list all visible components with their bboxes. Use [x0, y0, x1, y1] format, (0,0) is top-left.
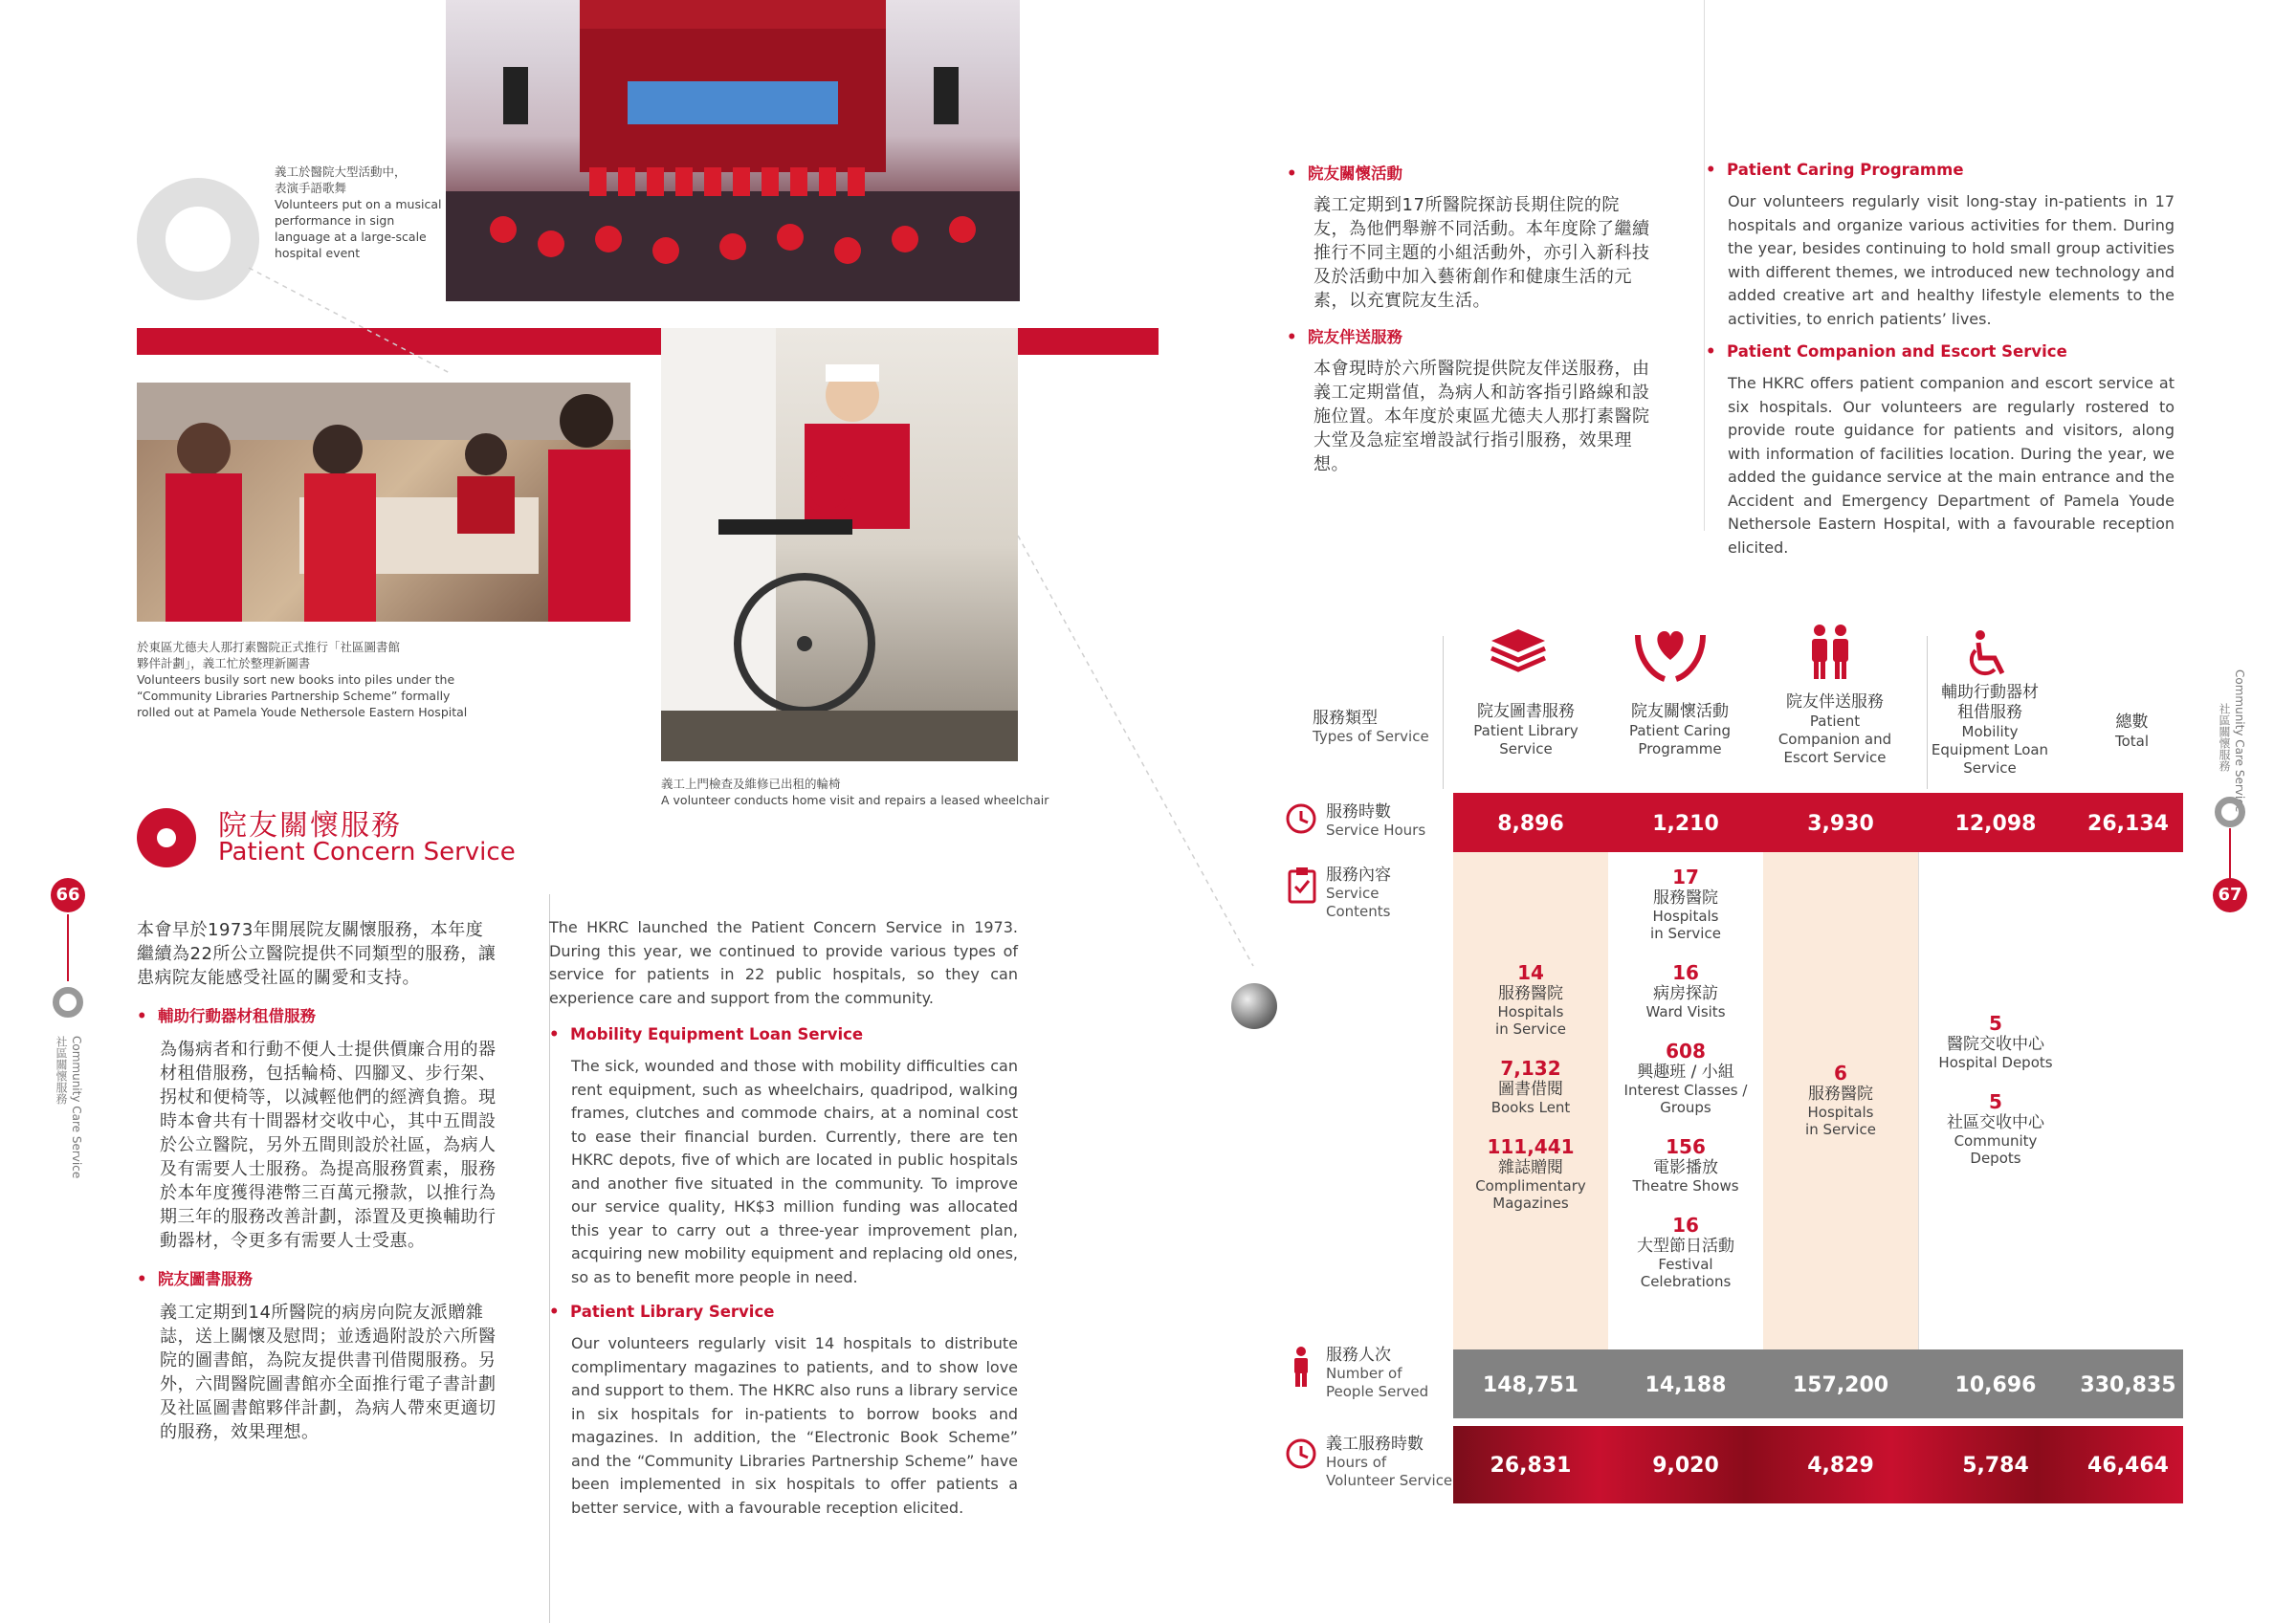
s4-body-en: The HKRC offers patient companion and escort service at six hospitals. Our volunteers are regularly rostered to provide route guidance for patients and visitors, along with information of facilities location. During the year, we added the guidance service at the main entrance and the Accident and Emergency Department of Pamela Youde Nethersole Eastern Hospital, with a favourable reception elicited. [1728, 374, 2175, 557]
side-label-left-en: Community Care Service [70, 1036, 83, 1179]
side-label-left-zh: 社區關懷服務 [55, 1036, 68, 1105]
wheelchair-icon [1966, 629, 2014, 679]
volunteer-hours-library: 26,831 [1490, 1454, 1572, 1478]
volunteer-hours-mobility: 5,784 [1962, 1454, 2029, 1478]
section-title-zh: 院友關懷服務 [218, 809, 402, 843]
side-label-right-zh: 社區關懷服務 [2218, 703, 2231, 772]
clipboard-icon [1287, 866, 1317, 904]
people-icon [1807, 624, 1853, 681]
people-served-library: 148,751 [1482, 1373, 1579, 1397]
right-en-column: • Patient Caring Programme Our volunteers regularly visit long-stay in-patients in 17 hospitals and organize various activities for them. During the year, besides continuing to hold small group activities with different themes, we introduced new technology and added creative art and healthy lifestyle elements to the activities, to enrich patients’ lives. • Patient Companion and Escort Service The HKRC offers patient companion and escort service at six hospitals. Our volunteers are regularly rostered to provide route guidance for patients and visitors, along with information of facilities location. During the year, we added the guidance service at the main entrance and the Accident and Emergency Department of Pamela Youde Nethersole Eastern Hospital, with a favourable reception elicited. [1706, 161, 2175, 559]
s4-body-zh: 本會現時於六所醫院提供院友伴送服務，由義工定期當值，為病人和訪客指引路線和設施位置。本年度於東區尤德夫人那打素醫院大堂及急症室增設試行指引服務，效果理想。 [1314, 359, 1650, 474]
s4-title-zh: 院友伴送服務 [1308, 328, 1403, 346]
types-of-service-label: 服務類型 Types of Service [1313, 709, 1429, 745]
page-number-left: 66 [51, 878, 85, 912]
s1-title-en: Mobility Equipment Loan Service [570, 1025, 864, 1043]
s1-body-en: The sick, wounded and those with mobility difficulties can rent equipment, such as wheelchairs, quadripod, walking frames, clutches and commode chairs, at a nominal cost to ease their financial burden. Currently, there are ten HKRC depots, five of which are located in public hospitals and another five situated in the community. To improve our service quality, HK$3 million funding was allocated this year to carry out a three-year improvement plan, acquiring new mobility equipment and replacing old ones, so as to benefit more people in need. [571, 1057, 1018, 1286]
right-zh-column: • 院友關懷活動 義工定期到17所醫院探訪長期住院的院友，為他們舉辦不同活動。本年度除了繼續推行不同主題的小組活動外，亦引入新科技及於活動中加入藝術創作和健康生活的元素，以充實院友生活。 • 院友伴送服務 本會現時於六所醫院提供院友伴送服務，由義工定期當值，為病人和訪客指引路線和設施位置。本年度於東區尤德夫人那打素醫院大堂及急症室增設試行指引服務，效果理想。 [1287, 164, 1650, 474]
s2-body-en: Our volunteers regularly visit 14 hospitals to distribute complimentary magazines to patients, and to show love and support to them. The HKRC also runs a library service in six hospitals for in-patients to borrow books and magazines. In addition, the “Electronic Book Scheme” and the “Community Libraries Partnership Scheme” have been implemented in six hospitals to offer patients a better service, with a favourable reception elicited. [571, 1334, 1018, 1517]
s3-body-zh: 義工定期到17所醫院探訪長期住院的院友，為他們舉辦不同活動。本年度除了繼續推行不同主題的小組活動外，亦引入新科技及於活動中加入藝術創作和健康生活的元素，以充實院友生活。 [1314, 195, 1650, 311]
library-contents: 14 服務醫院 Hospitals in Service 7,132 圖書借閱 Books Lent 111,441 雜誌贈閱 Complimentary Magazines [1475, 961, 1586, 1212]
col-header-caring: 院友關懷活動 Patient Caring Programme [1628, 702, 1732, 757]
service-hours-mobility: 12,098 [1954, 812, 2037, 836]
books-icon [1488, 624, 1549, 677]
s1-title-zh: 輔助行動器材租借服務 [158, 1007, 317, 1025]
col-header-library: 院友圖書服務 Patient Library Service [1473, 702, 1578, 757]
service-hours-caring: 1,210 [1652, 812, 1719, 836]
left-en-column: The HKRC launched the Patient Concern Service in 1973. During this year, we continued to provide various types of service for patients in 22 public hospitals, so they can experience care and support from the community. • Mobility Equipment Loan Service The sick, wounded and those with mobility difficulties can rent equipment, such as wheelchairs, quadripod, walking frames, clutches and commode chairs, at a nominal cost to ease their financial burden. Currently, there are ten HKRC depots, five of which are located in public hospitals and another five situated in the community. To improve our service quality, HK$3 million funding was allocated this year to carry out a three-year improvement plan, acquiring new mobility equipment and replacing old ones, so as to benefit more people in need. • Patient Library Service Our volunteers regularly visit 14 hospitals to distribute complimentary magazines to patients, and to show love and support to them. The HKRC also runs a library service in six hospitals for in-patients to borrow books and magazines. In addition, the “Electronic Book Scheme” and the “Community Libraries Partnership Scheme” have been implemented in six hospitals to offer patients a better service, with a favourable reception elicited. [549, 916, 1018, 1520]
books-caption: 於東區尤德夫人那打素醫院正式推行「社區圖書館 夥伴計劃」，義工忙於整理新圖書 Volunteers busily sort new books into piles under the “Community Libraries Partnership Scheme” formally rolled out at Pamela Youde Nethersole Eastern Hospital [137, 640, 468, 719]
service-hours-escort: 3,930 [1807, 812, 1874, 836]
person-icon [1292, 1347, 1311, 1387]
page-number-right: 67 [2213, 878, 2247, 912]
volunteer-hours-label: 義工服務時數 Hours of Volunteer Service [1326, 1435, 1453, 1489]
volunteer-hours-total: 46,464 [2087, 1454, 2169, 1478]
caring-contents: 17 服務醫院 Hospitals in Service 16 病房探訪 Ward Visits 608 興趣班 / 小組 Interest Classes / Groups 156 電影播放 Theatre Shows 16 大型節日活動 Festival Celebrations [1623, 866, 1748, 1290]
people-served-mobility: 10,696 [1954, 1373, 2037, 1397]
s2-title-en: Patient Library Service [570, 1303, 775, 1321]
escort-contents: 6 服務醫院 Hospitals in Service [1805, 1062, 1876, 1138]
col-header-mobility: 輔助行動器材 租借服務 Mobility Equipment Loan Service [1931, 683, 2049, 777]
left-zh-column: 本會早於1973年開展院友關懷服務，本年度繼續為22所公立醫院提供不同類型的服務，讓患病院友能感受社區的關愛和支持。 • 輔助行動器材租借服務 為傷病者和行動不便人士提供價廉合用的器材租借服務，包括輪椅、四腳叉、步行架、拐杖和便椅等，以減輕他們的經濟負擔。現時本會共有十間器材交收中心，其中五間設於公立醫院，另外五間則設於社區，為病人及有需要人士服務。為提高服務質素，服務於本年度獲得港幣三百萬元撥款，以推行為期三年的服務改善計劃，添置及更換輔助行動器材，令更多有需要人士受惠。 • 院友圖書服務 義工定期到14所醫院的病房向院友派贈雜誌，送上關懷及慰問；並透過附設於六所醫院的圖書館，為院友提供書刊借閱服務。另外，六間醫院圖書館亦全面推行電子書計劃及社區圖書館夥伴計劃，為病人帶來更適切的服務，效果理想。 [137, 920, 497, 1442]
people-served-label: 服務人次 Number of People Served [1326, 1346, 1429, 1400]
section-title-en: Patient Concern Service [218, 838, 516, 866]
col-header-total: 總數 Total [2114, 713, 2150, 750]
s1-body-zh: 為傷病者和行動不便人士提供價廉合用的器材租借服務，包括輪椅、四腳叉、步行架、拐杖和便椅等，以減輕他們的經濟負擔。現時本會共有十間器材交收中心，其中五間設於公立醫院，另外五間則設於社區，為病人及有需要人士服務。為提高服務質素，服務於本年度獲得港幣三百萬元撥款，以推行為期三年的服務改善計劃，添置及更換輔助行動器材，令更多有需要人士受惠。 [160, 1040, 497, 1251]
wheelchair-caption: 義工上門檢查及維修已出租的輪椅 A volunteer conducts home visit and repairs a leased wheelchair [661, 777, 1049, 807]
s3-title-zh: 院友關懷活動 [1308, 164, 1403, 183]
service-hours-label: 服務時數 Service Hours [1326, 802, 1426, 839]
mobility-contents: 5 醫院交收中心 Hospital Depots 5 社區交收中心 Community Depots [1938, 1012, 2053, 1167]
service-contents-label: 服務內容 Service Contents [1326, 866, 1391, 920]
stage-caption: 義工於醫院大型活動中， 表演手語歌舞 Volunteers put on a musical performance in sign language at a large-scale hospital event [275, 164, 442, 260]
s2-body-zh: 義工定期到14所醫院的病房向院友派贈雜誌，送上關懷及慰問；並透過附設於六所醫院的圖書館，為院友提供書刊借閱服務。另外，六間醫院圖書館亦全面推行電子書計劃及社區圖書館夥伴計劃，為病人帶來更適切的服務，效果理想。 [160, 1303, 497, 1442]
side-label-right-en: Community Care Service [2233, 669, 2246, 813]
service-hours-library: 8,896 [1497, 812, 1564, 836]
clock-icon [1285, 802, 1317, 835]
volunteer-clock-icon [1285, 1437, 1317, 1470]
col-header-escort: 院友伴送服務 Patient Companion and Escort Service [1777, 692, 1892, 766]
service-hours-total: 26,134 [2087, 812, 2169, 836]
s3-title-en: Patient Caring Programme [1727, 161, 1964, 179]
volunteer-hours-escort: 4,829 [1807, 1454, 1874, 1478]
s2-title-zh: 院友圖書服務 [158, 1270, 254, 1288]
s3-body-en: Our volunteers regularly visit long-stay in-patients in 17 hospitals and organize various activities for them. During the year, besides continuing to hold small group activities with different themes, we introduced new technology and added creative art and healthy lifestyle elements to the activities, to enrich patients’ lives. [1728, 192, 2175, 328]
people-served-escort: 157,200 [1792, 1373, 1889, 1397]
people-served-total: 330,835 [2080, 1373, 2176, 1397]
people-served-caring: 14,188 [1645, 1373, 1727, 1397]
heart-hands-icon [1634, 622, 1707, 683]
volunteer-hours-caring: 9,020 [1652, 1454, 1719, 1478]
s4-title-en: Patient Companion and Escort Service [1727, 342, 2067, 361]
